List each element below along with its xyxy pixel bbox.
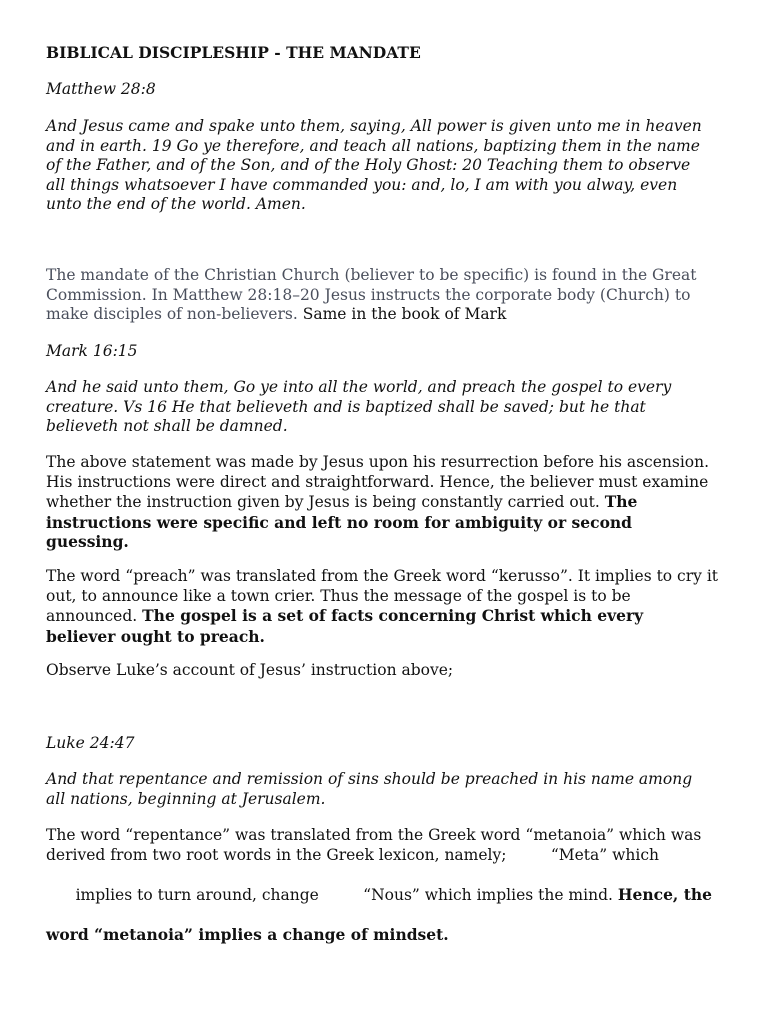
paragraph-text: announced. [46, 607, 143, 626]
paragraph-bold-text: The [604, 492, 638, 512]
quote-line: And Jesus came and spake unto them, saying, All power is given unto me in heaven [46, 117, 702, 135]
paragraph-bold-text: Hence, the [617, 884, 713, 904]
paragraph-bold-text: The gospel is a set of facts concerning Christ which every [142, 606, 644, 626]
quote-line: and in earth. 19 Go ye therefore, and teach all nations, baptizing them in the name [46, 136, 700, 155]
paragraph-bold-line: instructions were specific and left no room for ambiguity or second [46, 512, 633, 532]
scripture-quote-luke [46, 770, 736, 809]
paragraph-line: derived from two root words in the Greek lexicon, namely; “Meta” which [46, 845, 659, 864]
quote-line: And he said unto them, Go ye into all the world, and preach the gospel to every [46, 378, 672, 396]
paragraph-line: The word “repentance” was translated from the Greek word “metanoia” which was [46, 826, 702, 844]
paragraph-text: whether the instruction given by Jesus is being constantly carried out. [46, 493, 605, 512]
quote-line: creature. Vs 16 He that believeth and is baptized shall be saved; but he that [46, 397, 646, 416]
paragraph-great-commission [46, 266, 736, 325]
quote-line: unto the end of the world. Amen. [46, 195, 306, 214]
paragraph-text: implies to turn around, change “Nous” which implies the mind. [75, 885, 618, 904]
paragraph-line: Commission. In Matthew 28:18–20 Jesus instructs the corporate body (Church) to [46, 285, 691, 304]
scripture-quote-mark [46, 378, 736, 437]
scripture-quote-matthew [46, 117, 736, 215]
paragraph-bold-line: word “metanoia” implies a change of mindset. [46, 924, 449, 944]
scripture-reference-matthew: Matthew 28:8 [46, 80, 156, 98]
paragraph-line: The word “preach” was translated from the Greek word “kerusso”. It implies to cry it [46, 567, 719, 585]
paragraph-line: His instructions were direct and straightforward. Hence, the believer must examine [46, 472, 709, 491]
quote-line: all nations, beginning at Jerusalem. [46, 789, 326, 808]
paragraph-observe-luke: Observe Luke’s account of Jesus’ instruction above; [46, 661, 454, 679]
scripture-reference-mark: Mark 16:15 [46, 342, 138, 360]
document-title: BIBLICAL DISCIPLESHIP - THE MANDATE [46, 43, 421, 62]
paragraph-repentance [46, 826, 736, 945]
paragraph-bold-line: believer ought to preach. [46, 626, 265, 646]
paragraph-bold-line: guessing. [46, 532, 129, 552]
scripture-reference-luke: Luke 24:47 [46, 734, 135, 752]
paragraph-text: make disciples of non-believers. [46, 305, 298, 324]
paragraph-line: The above statement was made by Jesus upon his resurrection before his ascension. [46, 453, 710, 471]
quote-line: of the Father, and of the Son, and of the Holy Ghost: 20 Teaching them to observe [46, 156, 691, 175]
quote-line: believeth not shall be damned. [46, 417, 288, 436]
quote-line: all things whatsoever I have commanded you: and, lo, I am with you alway, even [46, 175, 678, 194]
paragraph-resurrection [46, 453, 736, 552]
paragraph-line: out, to announce like a town crier. Thus the message of the gospel is to be [46, 586, 631, 605]
paragraph-text: Same in the book of Mark [297, 305, 507, 324]
paragraph-preach [46, 567, 736, 646]
quote-line: And that repentance and remission of sins should be preached in his name among [46, 770, 693, 788]
paragraph-line: The mandate of the Christian Church (believer to be specific) is found in the Great [46, 266, 697, 284]
